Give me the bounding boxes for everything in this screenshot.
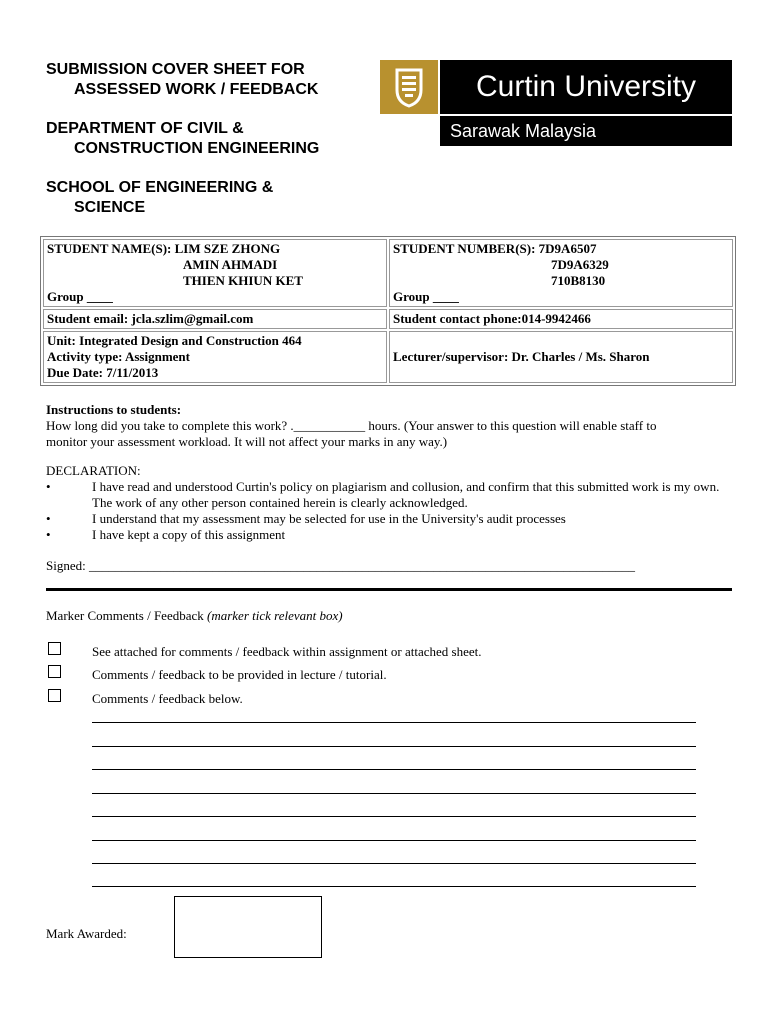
feedback-option-label: Comments / feedback below. bbox=[92, 691, 243, 706]
section-divider bbox=[46, 588, 732, 591]
department-line-2: CONSTRUCTION ENGINEERING bbox=[74, 140, 320, 157]
student-names-label: STUDENT NAME(S): bbox=[47, 241, 172, 256]
declaration-list bbox=[46, 479, 736, 543]
school-line-2: SCIENCE bbox=[74, 199, 146, 216]
feedback-line[interactable] bbox=[92, 746, 696, 747]
school-heading bbox=[46, 178, 273, 218]
checkbox[interactable] bbox=[48, 665, 61, 678]
bullet: • bbox=[46, 479, 51, 494]
feedback-line[interactable] bbox=[92, 816, 696, 817]
instructions-line-1: How long did you take to complete this work? .___________ hours. (Your answer to this question will enable staff to bbox=[46, 418, 657, 433]
instructions-line-2: monitor your assessment workload. It will not affect your marks in any way.) bbox=[46, 434, 448, 449]
feedback-line[interactable] bbox=[92, 722, 696, 723]
logo-university-name: Curtin University bbox=[440, 60, 732, 114]
student-number-3: 710B8130 bbox=[551, 273, 606, 288]
department-heading bbox=[46, 119, 319, 159]
logo-campus-name: Sarawak Malaysia bbox=[440, 116, 732, 146]
mark-awarded-label: Mark Awarded: bbox=[46, 926, 127, 941]
group-right: Group ____ bbox=[393, 289, 459, 304]
unit-cell bbox=[43, 331, 387, 383]
signature-row bbox=[46, 558, 635, 574]
student-name-2: AMIN AHMADI bbox=[183, 257, 278, 272]
unit-name: Unit: Integrated Design and Construction 464 bbox=[47, 333, 302, 348]
due-date: Due Date: 7/11/2013 bbox=[47, 365, 159, 380]
declaration-text-1: I have read and understood Curtin's policy on plagiarism and collusion, and confirm that this submitted work is my own. The work of any other person contained herein is clearly acknowledged. bbox=[92, 479, 720, 510]
list-item bbox=[46, 527, 736, 543]
department-line-1: DEPARTMENT OF CIVIL & bbox=[46, 120, 244, 137]
shield-icon bbox=[380, 60, 438, 114]
student-numbers-label: STUDENT NUMBER(S): bbox=[393, 241, 536, 256]
student-numbers-cell bbox=[389, 239, 733, 307]
school-line-1: SCHOOL OF ENGINEERING & bbox=[46, 179, 274, 196]
student-name-1: LIM SZE ZHONG bbox=[174, 241, 281, 256]
table-row bbox=[43, 331, 733, 383]
feedback-line[interactable] bbox=[92, 840, 696, 841]
feedback-line[interactable] bbox=[92, 863, 696, 864]
table-row bbox=[43, 239, 733, 307]
signature-line[interactable]: ____________________________________________________________________________________ bbox=[88, 558, 635, 573]
university-logo bbox=[380, 60, 732, 146]
list-item bbox=[46, 511, 736, 527]
bullet: • bbox=[46, 511, 51, 526]
signed-label: Signed: bbox=[46, 558, 86, 573]
activity-type: Activity type: Assignment bbox=[47, 349, 190, 364]
declaration-heading: DECLARATION: bbox=[46, 463, 141, 478]
list-item bbox=[46, 479, 736, 511]
document-title bbox=[46, 60, 318, 100]
student-name-3: THIEN KHIUN KET bbox=[183, 273, 303, 288]
lecturer-cell: Lecturer/supervisor: Dr. Charles / Ms. Sharon bbox=[389, 331, 733, 383]
marker-heading bbox=[46, 608, 343, 624]
student-info-table bbox=[40, 236, 736, 386]
checkbox[interactable] bbox=[48, 689, 61, 702]
student-phone-cell: Student contact phone:014-9942466 bbox=[389, 309, 733, 329]
declaration-text-2: I understand that my assessment may be selected for use in the University's audit processes bbox=[92, 511, 566, 526]
title-line-2: ASSESSED WORK / FEEDBACK bbox=[74, 81, 319, 98]
checkbox[interactable] bbox=[48, 642, 61, 655]
student-name-1-row bbox=[47, 241, 383, 257]
marker-heading-text: Marker Comments / Feedback bbox=[46, 608, 204, 623]
feedback-line[interactable] bbox=[92, 886, 696, 887]
table-row bbox=[43, 309, 733, 329]
feedback-option-label: Comments / feedback to be provided in lecture / tutorial. bbox=[92, 667, 387, 682]
student-email-cell: Student email: jcla.szlim@gmail.com bbox=[43, 309, 387, 329]
declaration-text-3: I have kept a copy of this assignment bbox=[92, 527, 286, 542]
feedback-line[interactable] bbox=[92, 769, 696, 770]
group-left: Group ____ bbox=[47, 289, 113, 304]
instructions-heading: Instructions to students: bbox=[46, 402, 182, 417]
marker-heading-note: (marker tick relevant box) bbox=[207, 608, 343, 623]
bullet: • bbox=[46, 527, 51, 542]
title-line-1: SUBMISSION COVER SHEET FOR bbox=[46, 61, 305, 78]
mark-awarded-box[interactable] bbox=[174, 896, 322, 958]
student-number-1: 7D9A6507 bbox=[538, 241, 597, 256]
student-number-1-row bbox=[393, 241, 729, 257]
feedback-line[interactable] bbox=[92, 793, 696, 794]
student-number-2: 7D9A6329 bbox=[551, 257, 609, 272]
feedback-option-label: See attached for comments / feedback within assignment or attached sheet. bbox=[92, 644, 482, 659]
student-names-cell bbox=[43, 239, 387, 307]
